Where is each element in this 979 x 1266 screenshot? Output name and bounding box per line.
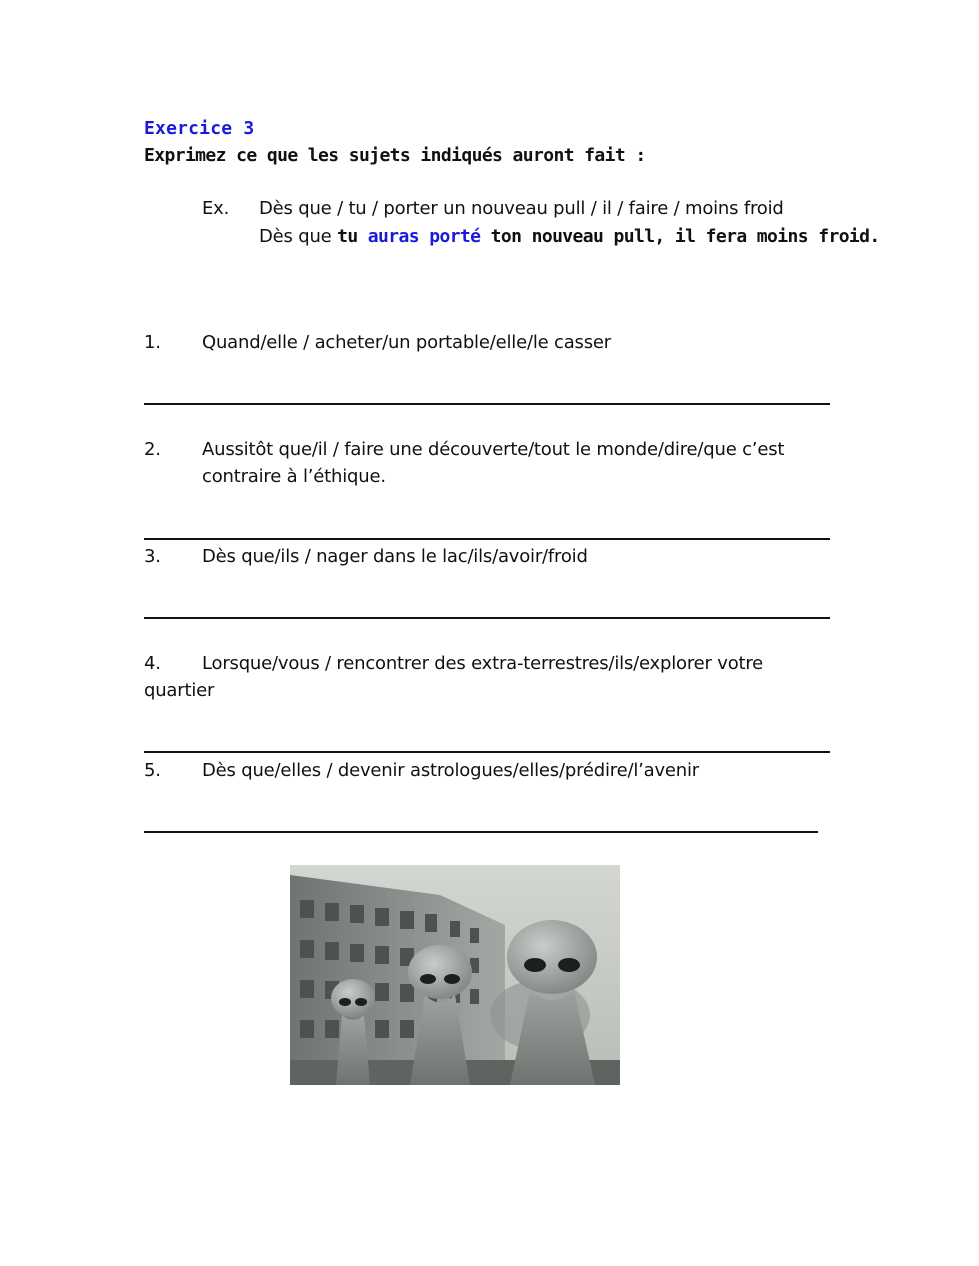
alien-street-photo xyxy=(290,865,620,1085)
answer-line-4[interactable] xyxy=(144,751,830,753)
answer-line-2[interactable] xyxy=(144,538,830,540)
example-label: Ex. xyxy=(202,198,230,219)
question-1-text: Quand/elle / acheter/un portable/elle/le casser xyxy=(202,332,611,353)
question-3-text: Dès que/ils / nager dans le lac/ils/avoir/froid xyxy=(202,546,588,567)
example-prompt: Dès que / tu / porter un nouveau pull / il / faire / moins froid xyxy=(259,198,784,219)
alien-street-photo-icon xyxy=(290,865,620,1085)
example-answer-end: ton nouveau pull, il fera moins froid. xyxy=(480,226,880,247)
question-1-number: 1. xyxy=(144,332,161,353)
question-2-text: Aussitôt que/il / faire une découverte/tout le monde/dire/que c’est xyxy=(202,439,785,460)
question-5-text: Dès que/elles / devenir astrologues/elles/prédire/l’avenir xyxy=(202,760,700,781)
question-2-text-cont: contraire à l’éthique. xyxy=(202,466,386,487)
question-4-text-cont: quartier xyxy=(144,680,215,701)
example-answer-start: Dès que xyxy=(259,226,338,247)
question-2-number: 2. xyxy=(144,439,161,460)
example-answer-verb: auras porté xyxy=(367,226,481,247)
example-answer-subject: tu xyxy=(337,226,368,247)
example-answer xyxy=(259,226,880,247)
answer-line-5[interactable] xyxy=(144,831,818,833)
answer-line-1[interactable] xyxy=(144,403,830,405)
answer-line-3[interactable] xyxy=(144,617,830,619)
exercise-instruction: Exprimez ce que les sujets indiqués auront fait : xyxy=(144,145,646,166)
question-4-number: 4. xyxy=(144,653,161,674)
question-4-text: Lorsque/vous / rencontrer des extra-terrestres/ils/explorer votre xyxy=(202,653,764,674)
question-5-number: 5. xyxy=(144,760,161,781)
exercise-title: Exercice 3 xyxy=(144,118,255,139)
question-3-number: 3. xyxy=(144,546,161,567)
